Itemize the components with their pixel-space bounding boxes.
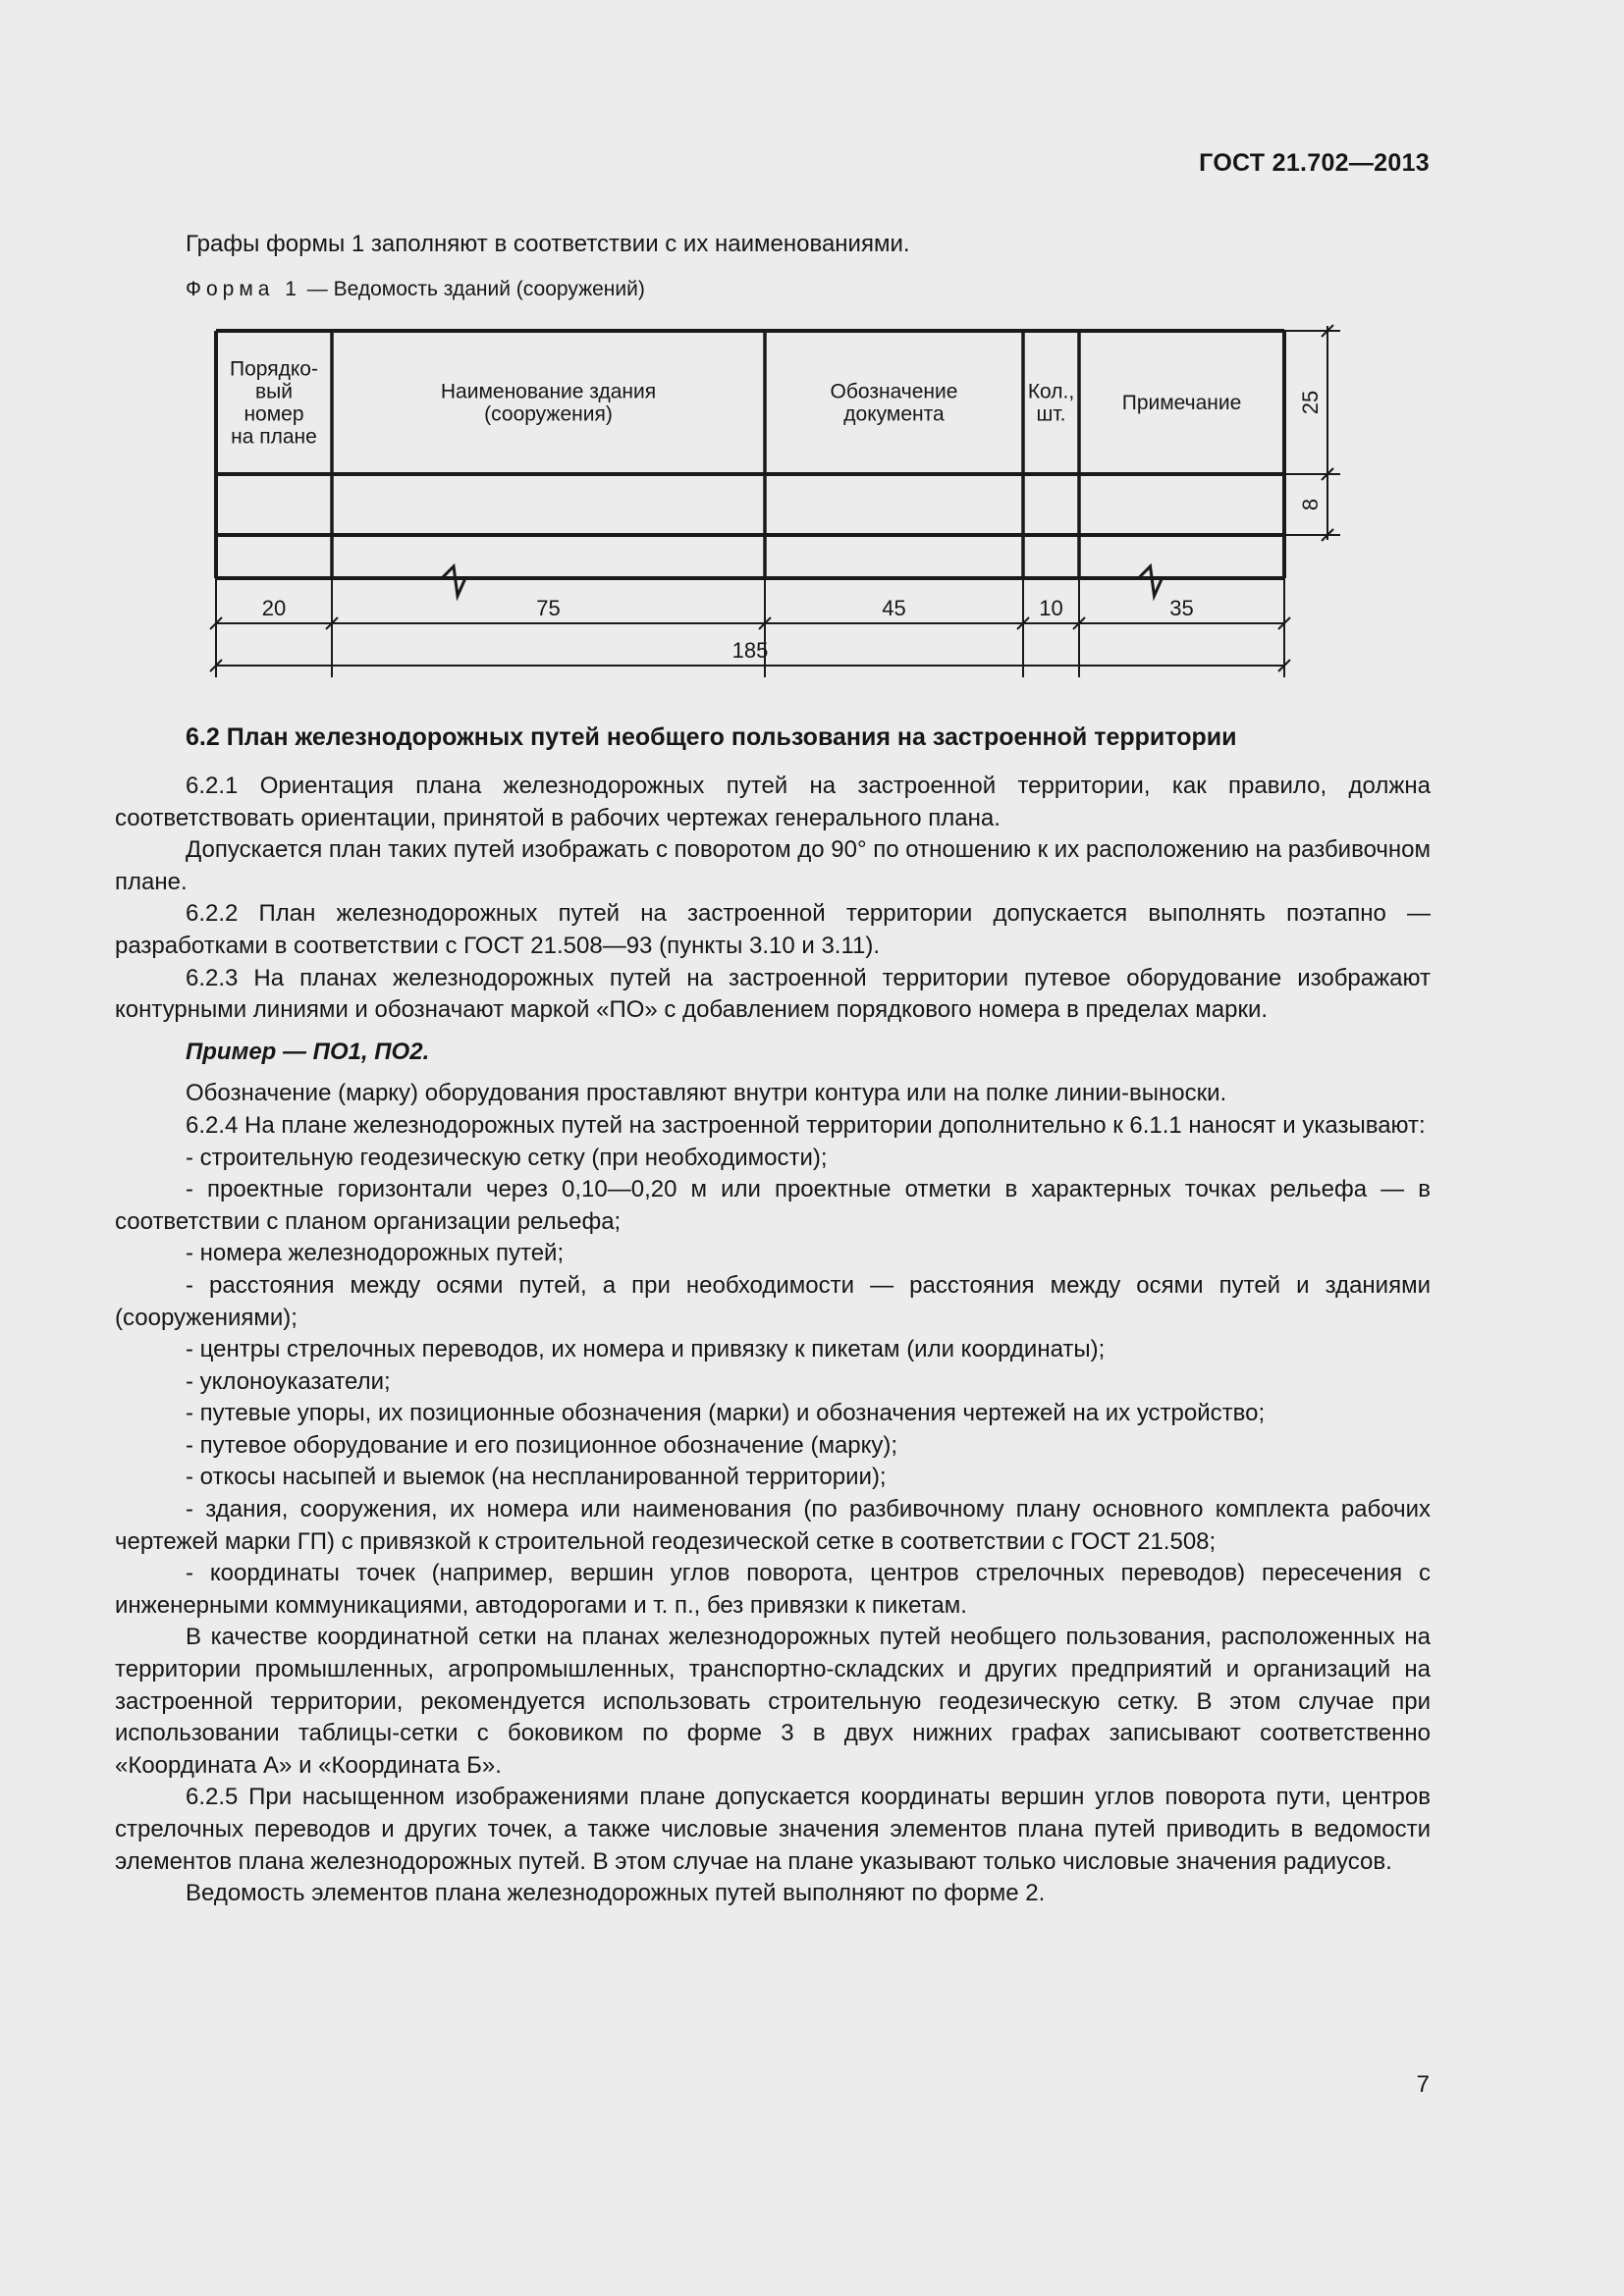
- column-width-label: 45: [882, 596, 906, 620]
- total-width-label: 185: [731, 638, 769, 663]
- list-item: - проектные горизонтали через 0,10—0,20 м или проектные отметки в характерных точках рельефа — в соответствии с планом организации рельефа;: [115, 1176, 1431, 1235]
- page-number: 7: [1416, 2071, 1430, 2098]
- paragraph: 6.2.1 Ориентация плана железнодорожных путей на застроенной территории, как правило, должна соответствовать ориентации, принятой в рабочих чертежах генерального плана.: [115, 773, 1431, 831]
- column-header-line: Наименование здания: [440, 380, 657, 403]
- paragraph: Допускается план таких путей изображать с поворотом до 90° по отношению к их расположению на разбивочном плане.: [115, 836, 1431, 895]
- list-item: - уклоноуказатели;: [186, 1367, 391, 1395]
- paragraph: В качестве координатной сетки на планах железнодорожных путей необщего пользования, расположенных на территории промышленных, агропромышленных, транспортно-складских и других предприятий и организаций на застроенной территории, рекомендуется использовать строительную геодезическую сетку. В этом случае при использовании таблицы-сетки с боковиком по форме 3 в двух нижних графах записывают соответственно «Координата А» и «Координата Б».: [115, 1624, 1431, 1779]
- paragraph: Обозначение (марку) оборудования проставляют внутри контура или на полке линии-выноски.: [186, 1080, 1227, 1107]
- column-header-line: (сооружения): [484, 402, 613, 426]
- intro-text: Графы формы 1 заполняют в соответствии с их наименованиями.: [186, 231, 910, 257]
- paragraph: 6.2.2 План железнодорожных путей на застроенной территории допускается выполнять поэтапно — разработками в соответствии с ГОСТ 21.508—93 (пункты 3.10 и 3.11).: [115, 900, 1431, 959]
- column-header-line: Обозначение: [830, 380, 958, 403]
- list-item: - здания, сооружения, их номера или наименования (по разбивочному плану основного комплекта рабочих чертежей марки ГП) с привязкой к строительной геодезической сетке в соответствии с ГОСТ 21.508;: [115, 1496, 1431, 1555]
- list-item: - откосы насыпей и выемок (на неспланированной территории);: [186, 1464, 887, 1491]
- column-header-line: вый: [255, 380, 293, 403]
- header-height-label: 25: [1298, 390, 1323, 415]
- paragraph: Ведомость элементов плана железнодорожных путей выполняют по форме 2.: [186, 1880, 1046, 1907]
- paragraph: 6.2.3 На планах железнодорожных путей на застроенной территории путевое оборудование изображают контурными линиями и обозначают маркой «ПО» с добавлением порядкового номера в пределах марки.: [115, 964, 1431, 1024]
- column-width-label: 10: [1039, 596, 1063, 620]
- form-1-table-drawing: [0, 0, 1624, 707]
- row-height-label: 8: [1298, 498, 1323, 511]
- column-header-line: документа: [843, 402, 945, 426]
- list-item: - расстояния между осями путей, а при необходимости — расстояния между осями путей и зданиями (сооружениями);: [115, 1271, 1431, 1331]
- body-text: [115, 771, 1431, 1910]
- column-header-line: на плане: [231, 425, 317, 449]
- list-item: - путевое оборудование и его позиционное обозначение (марку);: [186, 1431, 898, 1459]
- list-item: - координаты точек (например, вершин углов поворота, центров стрелочных переводов) пересечения с инженерными коммуникациями, автодорогами и т. п., без привязки к пикетам.: [115, 1560, 1431, 1619]
- column-width-label: 75: [536, 596, 561, 620]
- form-title: — Ведомость зданий (сооружений): [300, 278, 645, 300]
- break-mark: [393, 566, 511, 596]
- column-header-line: Порядко-: [230, 357, 318, 381]
- document-number: ГОСТ 21.702—2013: [1199, 149, 1430, 177]
- list-item: - путевые упоры, их позиционные обозначения (марки) и обозначения чертежей на их устройство;: [186, 1400, 1266, 1427]
- break-mark: [1079, 566, 1218, 596]
- form-label: Форма 1: [186, 278, 301, 300]
- column-header-line: Примечание: [1121, 392, 1242, 414]
- list-item: - номера железнодорожных путей;: [186, 1240, 565, 1267]
- paragraph: 6.2.5 При насыщенном изображениями плане допускается координаты вершин углов поворота пути, центров стрелочных переводов и других точек, а также числовые значения элементов плана путей приводить в ведомости элементов плана железнодорожных путей. В этом случае на плане указывают только числовые значения радиусов.: [115, 1784, 1431, 1875]
- section-title: 6.2 План железнодорожных путей необщего пользования на застроенной территории: [186, 723, 1237, 751]
- column-header-line: шт.: [1036, 402, 1066, 426]
- column-header-line: Кол.,: [1027, 380, 1075, 403]
- list-item: - центры стрелочных переводов, их номера и привязку к пикетам (или координаты);: [186, 1336, 1106, 1363]
- paragraph: 6.2.4 На плане железнодорожных путей на застроенной территории дополнительно к 6.1.1 наносят и указывают:: [186, 1111, 1426, 1139]
- example-line: Пример — ПО1, ПО2.: [186, 1038, 430, 1065]
- column-header-line: номер: [244, 402, 304, 426]
- column-width-label: 35: [1169, 596, 1194, 620]
- column-width-label: 20: [261, 596, 287, 620]
- list-item: - строительную геодезическую сетку (при необходимости);: [186, 1144, 828, 1171]
